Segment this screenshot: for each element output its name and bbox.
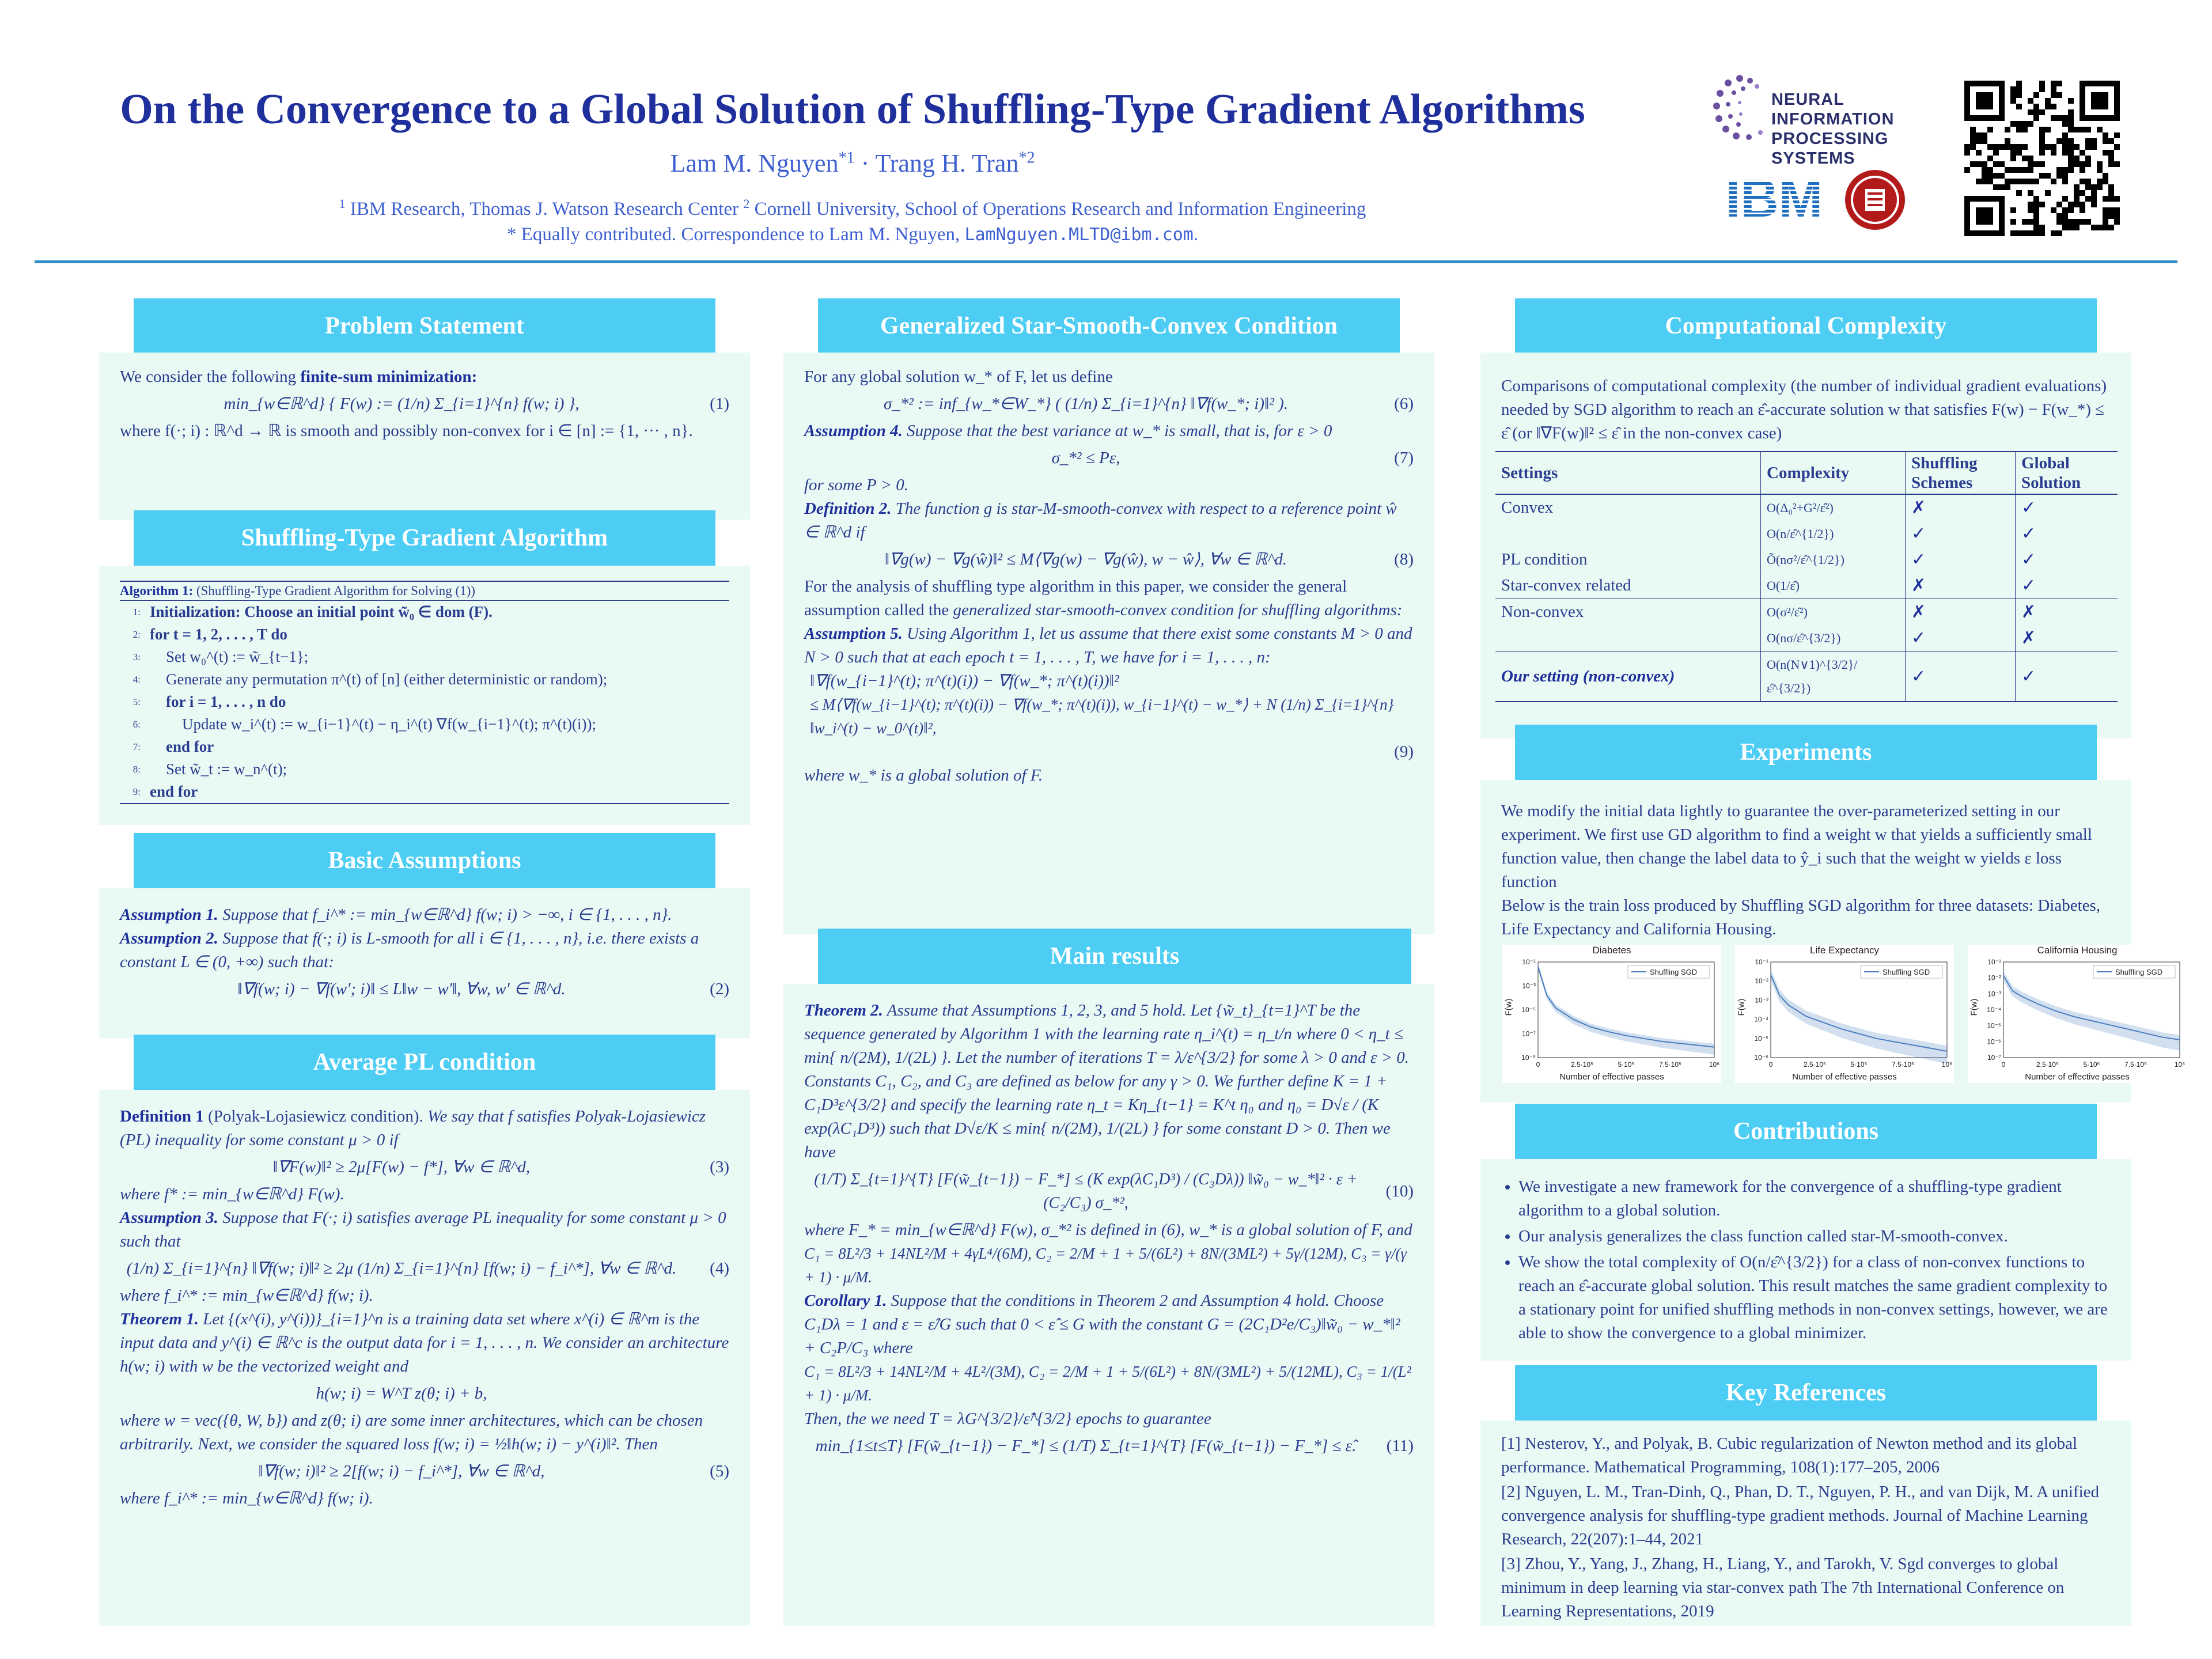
definition-1-text: We say that f satisfies Polyak-Lojasiewicz (PL) inequality for some constant μ > 0 if xyxy=(120,1107,706,1149)
theorem-1-label: Theorem 1. xyxy=(120,1310,199,1328)
complexity-cell-setting: Star-convex related xyxy=(1495,573,1761,599)
y-tick-label: 10⁻⁶ xyxy=(1987,1037,2001,1046)
x-tick-label: 2.5·10⁵ xyxy=(1571,1060,1593,1069)
assumption-3-text: Suppose that F(·; i) satisfies average PL inequality for some constant μ > 0 such that xyxy=(120,1209,726,1251)
correspondence-note: * Equally contributed. Correspondence to Lam M. Nguyen, xyxy=(506,224,965,245)
definition-2-label: Definition 2. xyxy=(804,499,892,518)
complexity-cell-setting: PL condition xyxy=(1495,547,1761,573)
x-tick-label: 7.5·10⁵ xyxy=(1659,1060,1681,1069)
problem-statement-heading: Problem Statement xyxy=(134,298,715,354)
theorem-1-text: Let {(x^(i), y^(i))}_{i=1}^n is a training data set where x^(i) ∈ ℝ^m is the input data and y^(i) ∈ ℝ^c is the output data for i = 1, . . . , n. We consider an architecture h(w; i) with w be the vectorized weight and xyxy=(120,1310,729,1376)
complexity-row xyxy=(1495,652,2118,702)
x-tick-label: 5·10⁵ xyxy=(1618,1060,1635,1069)
gssc-panel xyxy=(783,353,1434,934)
problem-statement-panel xyxy=(99,353,750,520)
neurips-swirl-icon xyxy=(1705,61,1774,165)
author-list xyxy=(0,149,1705,178)
experiments-paragraph-2: Below is the train loss produced by Shuffling SGD algorithm for three datasets: Diabetes, Life Expectancy and California Housing. xyxy=(1501,896,2101,938)
author-separator: · xyxy=(854,149,876,177)
author-2-sup: *2 xyxy=(1018,149,1035,167)
x-tick-label: 5·10⁵ xyxy=(1850,1060,1868,1069)
contributions-panel xyxy=(1480,1159,2131,1361)
algorithm-panel xyxy=(99,566,750,825)
algorithm-line xyxy=(120,758,729,781)
header-divider xyxy=(35,260,2177,263)
x-tick-label: 10⁶ xyxy=(2174,1060,2186,1069)
equation-1-number: (1) xyxy=(710,395,729,413)
equation-2-number: (2) xyxy=(710,980,729,998)
complexity-cell-setting: Convex xyxy=(1495,494,1761,521)
x-tick-label: 7.5·10⁵ xyxy=(1892,1060,1914,1069)
constants-theorem-2: C₁ = 8L²/3 + 14NL²/M + 4γL⁴/(6M), C₂ = 2/M + 1 + 5/(6L²) + 8N/(3ML²) + 5γ/(12M), C₃ = γ/(γ + 1) · μ/M. xyxy=(804,1245,1407,1286)
algorithm-line-text: for i = 1, . . . , n do xyxy=(166,693,286,710)
neurips-line-1: NEURAL INFORMATION xyxy=(1771,90,1895,128)
complexity-cell-shuffling: ✗ xyxy=(1906,494,2016,521)
complexity-cell-setting xyxy=(1495,625,1761,652)
reference-item: [3] Zhou, Y., Yang, J., Zhang, H., Liang, Y., and Tarokh, V. Sgd converges to global minimum in deep learning via star-convex path The 7th International Conference on Learning Representations, 2019 xyxy=(1501,1555,2065,1620)
reference-item: [2] Nguyen, L. M., Tran-Dinh, Q., Phan, D. T., Nguyen, P. H., and van Dijk, M. A unified convergence analysis for shuffling-type gradient methods. Journal of Machine Learning Research, 22(207):1–44, 2021 xyxy=(1501,1483,2100,1548)
x-tick-label: 2.5·10⁵ xyxy=(2036,1060,2059,1069)
complexity-cell-shuffling: ✓ xyxy=(1906,625,2016,652)
assumption-4-label: Assumption 4. xyxy=(804,422,903,440)
contributions-heading: Contributions xyxy=(1515,1104,2097,1159)
y-tick-label: 10⁻⁵ xyxy=(1754,1034,1768,1043)
y-tick-label: 10⁻³ xyxy=(1522,982,1536,990)
algorithm-caption-text: (Shuffling-Type Gradient Algorithm for Solving (1)) xyxy=(193,584,475,598)
y-tick-label: 10⁻⁴ xyxy=(1987,1006,2001,1014)
algorithm-line xyxy=(120,668,729,691)
equation-7-number: (7) xyxy=(1394,449,1414,467)
gssc-heading: Generalized Star-Smooth-Convex Condition xyxy=(818,298,1400,354)
reference-item: [1] Nesterov, Y., and Polyak, B. Cubic regularization of Newton method and its global performance. Mathematical Programming, 108(1):177–205, 2006 xyxy=(1501,1434,2078,1476)
equation-2: ‖∇f(w; i) − ∇f(w′; i)‖ ≤ L‖w − w′‖, ∀w, w′ ∈ ℝ^d. xyxy=(237,980,566,998)
y-tick-label: 10⁻¹ xyxy=(1522,958,1536,966)
algorithm-line xyxy=(120,691,729,713)
author-2: Trang H. Tran xyxy=(875,149,1019,177)
contribution-item: • We show the total complexity of O(n/ε̂^{3/2}) for a class of non-convex functions to reach an ε̂-accurate global solution. This result matches the same gradient complexity to a stationary point for unified shuffling methods in non-convex settings, however, we are able to show the convergence to a global minimizer. xyxy=(1518,1251,2111,1345)
algorithm-line-text: Set w̃_t := w_n^(t); xyxy=(166,760,287,778)
y-tick-label: 10⁻⁷ xyxy=(1987,1054,2001,1062)
complexity-cell-shuffling: ✓ xyxy=(1906,547,2016,573)
complexity-cell-complexity: O(nσ/ε̂^{3/2}) xyxy=(1761,625,1906,652)
cornell-seal xyxy=(1843,168,1907,232)
equation-3-number: (3) xyxy=(710,1158,729,1176)
x-tick-label: 5·10⁵ xyxy=(2083,1060,2100,1069)
ibm-logo xyxy=(1717,173,1832,221)
complexity-cell-setting xyxy=(1495,521,1761,547)
legend-label: Shuffling SGD xyxy=(1650,968,1698,976)
col-shuffling: Shuffling Schemes xyxy=(1906,452,2016,494)
theorem-2-text: Assume that Assumptions 1, 2, 3, and 5 hold. Let {w̃_t}_{t=1}^T be the sequence generated by Algorithm 1 with the learning rate η_i^(t) = η_t/n where 0 < η_t ≤ min{ n/(2M), 1/(2L) }. Let the number of iterations T = λ/ε^{3/2} for some λ > 0 and ε > 0. Constants C₁, C₂, and C₃ are defined as below for any γ > 0. We further define K = 1 + C₁D³ε^{3/2} and specify the learning rate η_t = Kη_{t−1} = K^t η₀ and η₀ = D√ε / (K exp(λC₁D³)) such that D√ε/K ≤ min{ n/(2M), 1/(2L) } for some constant D > 0. Then we have xyxy=(804,1001,1410,1161)
loss-chart xyxy=(1735,945,1954,1083)
algorithm-line xyxy=(120,713,729,736)
complexity-cell-shuffling: ✓ xyxy=(1906,652,2016,702)
x-tick-label: 0 xyxy=(1768,1060,1773,1069)
author-1: Lam M. Nguyen xyxy=(670,149,839,177)
complexity-cell-global: ✓ xyxy=(2021,666,2036,686)
corollary-1-text: Suppose that the conditions in Theorem 2 and Assumption 4 hold. Choose C₁Dλ = 1 and ε = ε̂/G such that 0 < ε̂ ≤ G with the constant G = (2C₁D²e/C₃)‖w̃₀ − w_*‖² + C₂P/C₃ where xyxy=(804,1291,1400,1357)
col-complexity: Complexity xyxy=(1761,452,1906,494)
x-tick-label: 2.5·10⁵ xyxy=(1804,1060,1826,1069)
assumption-4-text: Suppose that the best variance at w_* is small, that is, for ε > 0 xyxy=(902,422,1332,440)
equation-10-number: (10) xyxy=(1385,1181,1414,1200)
constants-corollary-1: C₁ = 8L²/3 + 14NL²/M + 4L²/(3M), C₂ = 2/M + 1 + 5/(6L²) + 8N/(3ML²) + 5/(12ML), C₃ = 1/(L² + 1) · μ/M. xyxy=(804,1363,1411,1404)
affil-mark-2: 2 xyxy=(743,196,750,211)
y-tick-label: 10⁻¹ xyxy=(1987,958,2001,966)
algorithm-line xyxy=(120,736,729,758)
contributions-list xyxy=(1501,1175,2111,1345)
complexity-cell-global: ✓ xyxy=(2021,524,2036,543)
problem-intro-bold: finite-sum minimization: xyxy=(300,368,478,386)
equation-3: ‖∇F(w)‖² ≥ 2μ[F(w) − f*], ∀w ∈ ℝ^d, xyxy=(272,1158,531,1176)
assumption-1-label: Assumption 1. xyxy=(120,906,218,924)
equation-4: (1/n) Σ_{i=1}^{n} ‖∇f(w; i)‖² ≥ 2μ (1/n) Σ_{i=1}^{n} [f(w; i) − f_i^*], ∀w ∈ ℝ^d. xyxy=(126,1259,677,1278)
x-axis-label: Number of effective passes xyxy=(2025,1072,2130,1082)
y-axis-label: F(w) xyxy=(1503,998,1514,1016)
algorithm-line-number: 3: xyxy=(132,652,141,662)
complexity-table-body xyxy=(1495,494,2118,702)
assumption-3-label: Assumption 3. xyxy=(120,1209,218,1227)
average-pl-heading: Average PL condition xyxy=(134,1035,715,1090)
complexity-cell-global: ✗ xyxy=(2021,628,2036,647)
loss-chart-svg xyxy=(1735,945,1954,1083)
equation-4-number: (4) xyxy=(710,1259,729,1278)
gssc-intro: For any global solution w_* of F, let us define xyxy=(804,368,1113,386)
complexity-cell-complexity: O(n/ε̂^{1/2}) xyxy=(1761,521,1906,547)
x-tick-label: 7.5·10⁵ xyxy=(2124,1060,2147,1069)
algorithm-line-text: for t = 1, 2, . . . , T do xyxy=(150,626,287,643)
equation-8-number: (8) xyxy=(1394,550,1414,569)
chart-title: Life Expectancy xyxy=(1809,945,1879,956)
y-tick-label: 10⁻⁷ xyxy=(1521,1029,1536,1038)
affil-ibm: IBM Research, Thomas J. Watson Research Center xyxy=(345,199,744,219)
algorithm-line-text: Generate any permutation π^(t) of [n] (either deterministic or random); xyxy=(166,671,608,688)
y-axis-label: F(w) xyxy=(1969,998,1979,1016)
y-tick-label: 10⁻⁵ xyxy=(1521,1006,1536,1014)
algorithm-line xyxy=(120,646,729,668)
equation-9-line-1: ‖∇f(w_{i−1}^(t); π^(t)(i)) − ∇f(w_*; π^(t)(i))‖² xyxy=(810,672,1119,690)
x-tick-label: 10⁶ xyxy=(1709,1060,1720,1069)
affiliations: $^1$ IBM Research, Thomas J. Watson Research Center $^2$ Cornell University, School of Operations Research and Information Engineering * Equally contributed. Correspondence to Lam M. Nguyen, LamNguyen.MLTD@ibm.com. xyxy=(339,196,1366,245)
assumption-5-text: Using Algorithm 1, let us assume that there exist some constants M > 0 and N > 0 such that at each epoch t = 1, . . . , T, we have for i = 1, . . . , n: xyxy=(804,624,1412,666)
equation-1: min_{w∈ℝ^d} { F(w) := (1/n) Σ_{i=1}^{n} f(w; i) }, xyxy=(224,395,579,413)
email-link[interactable]: LamNguyen.MLTD@ibm.com xyxy=(964,225,1194,245)
neurips-logo xyxy=(1705,61,1947,168)
chart-title: California Housing xyxy=(2037,945,2118,956)
algorithm-line xyxy=(120,781,729,803)
col-global: Global Solution xyxy=(2021,454,2081,492)
theorem-2-label: Theorem 2. xyxy=(804,1001,883,1020)
affil-cornell: Cornell University, School of Operations Research and Information Engineering xyxy=(749,199,1366,219)
series-confidence-band xyxy=(1771,969,1947,1063)
complexity-intro: Comparisons of computational complexity (the number of individual gradient evaluations) needed by SGD algorithm to reach an ε̂-accurate solution w that satisfies F(w) − F(w_*) ≤ ε̂ (or ‖∇F(w)‖² ≤ ε̂ in the non-convex case) xyxy=(1501,377,2107,442)
complexity-cell-complexity: O(σ²/ε̂²) xyxy=(1761,599,1906,626)
algorithm-line-number: 4: xyxy=(132,674,141,685)
neurips-line-2: PROCESSING SYSTEMS xyxy=(1771,130,1889,168)
equation-6: σ_*² := inf_{w_*∈W_*} ( (1/n) Σ_{i=1}^{n} ‖∇f(w_*; i)‖² ). xyxy=(883,395,1289,413)
x-axis-label: Number of effective passes xyxy=(1559,1072,1664,1082)
assumption-2-label: Assumption 2. xyxy=(120,929,218,948)
complexity-row xyxy=(1495,599,2118,626)
cornell-seal-graphic xyxy=(1843,168,1907,232)
contribution-item: • Our analysis generalizes the class function called star-M-smooth-convex. xyxy=(1518,1225,2111,1248)
algorithm-heading: Shuffling-Type Gradient Algorithm xyxy=(134,510,715,566)
complexity-cell-global: ✓ xyxy=(2021,550,2036,569)
main-results-panel xyxy=(783,984,1434,1626)
complexity-row xyxy=(1495,547,2118,573)
complexity-cell-global: ✗ xyxy=(2021,603,2036,622)
complexity-cell-shuffling: ✗ xyxy=(1906,599,2016,626)
equation-11: min_{1≤t≤T} [F(w̃_{t−1}) − F_*] ≤ (1/T) Σ_{t=1}^{T} [F(w̃_{t−1}) − F_*] ≤ ε̂. xyxy=(815,1437,1357,1455)
algorithm-line-number: 6: xyxy=(132,719,141,730)
algorithm-caption-label: Algorithm 1: xyxy=(120,584,194,598)
loss-chart xyxy=(1968,945,2187,1083)
computational-complexity-panel xyxy=(1480,353,2131,738)
corollary-1-continued: Then, the we need T = λG^{3/2}/ε̂^{3/2} epochs to guarantee xyxy=(804,1410,1211,1428)
complexity-cell-global: ✓ xyxy=(2021,498,2036,517)
assumption-5-label: Assumption 5. xyxy=(804,624,903,643)
complexity-cell-global: ✓ xyxy=(2021,576,2036,595)
equation-11-number: (11) xyxy=(1386,1437,1414,1455)
complexity-row xyxy=(1495,521,2118,547)
algorithm-line-text: Set w₀^(t) := w̃_{t−1}; xyxy=(166,648,309,665)
key-references-panel xyxy=(1480,1421,2131,1626)
complexity-row xyxy=(1495,573,2118,599)
complexity-cell-complexity: O(Δ₀²+G²/ε̂²) xyxy=(1761,494,1906,521)
assumption-1-text: Suppose that f_i^* := min_{w∈ℝ^d} f(w; i) > −∞, i ∈ {1, . . . , n}. xyxy=(218,906,672,924)
algorithm-line-number: 9: xyxy=(132,786,141,797)
col-settings: Settings xyxy=(1495,452,1761,494)
series-line xyxy=(2003,976,2180,1040)
complexity-cell-complexity: O(n(N∨1)^{3/2}/ε̂^{3/2}) xyxy=(1761,652,1906,702)
qr-code[interactable] xyxy=(1964,81,2120,236)
equation-4-where: where f_i^* := min_{w∈ℝ^d} f(w; i). xyxy=(120,1286,373,1305)
equation-6-number: (6) xyxy=(1394,395,1414,413)
basic-assumptions-panel xyxy=(99,888,750,1038)
y-tick-label: 10⁻⁴ xyxy=(1754,1015,1768,1024)
ibm-logo-mark xyxy=(1717,173,1832,221)
definition-1-label: Definition 1 xyxy=(120,1107,204,1126)
y-tick-label: 10⁻⁵ xyxy=(1987,1021,2001,1030)
neurips-logo-text xyxy=(1771,90,1947,168)
x-tick-label: 10⁶ xyxy=(1941,1060,1953,1069)
y-tick-label: 10⁻⁹ xyxy=(1521,1054,1536,1062)
algorithm-line-text: end for xyxy=(150,783,198,800)
legend-label: Shuffling SGD xyxy=(2115,968,2163,976)
main-results-heading: Main results xyxy=(818,929,1411,984)
gssc-analysis: For the analysis of shuffling type algorithm in this paper, we consider the general assumption called the xyxy=(804,577,1347,619)
complexity-row xyxy=(1495,625,2118,652)
experiments-heading: Experiments xyxy=(1515,725,2097,780)
algorithm-line-number: 8: xyxy=(132,764,141,775)
algorithm-caption xyxy=(120,581,729,601)
y-axis-label: F(w) xyxy=(1736,998,1747,1016)
poster-title: On the Convergence to a Global Solution of Shuffling-Type Gradient Algorithms xyxy=(120,86,1585,133)
loss-chart xyxy=(1502,945,1721,1083)
series-confidence-band xyxy=(2003,971,2180,1050)
equation-10: (1/T) Σ_{t=1}^{T} [F(w̃_{t−1}) − F_*] ≤ (K exp(λC₁D³) / (C₃Dλ)) ‖w̃₀ − w_*‖² · ε + (C₂/C₃) σ_*², xyxy=(814,1171,1358,1212)
average-pl-panel xyxy=(99,1090,750,1626)
problem-intro: We consider the following xyxy=(120,368,301,386)
equation-9-where: where w_* is a global solution of F. xyxy=(804,766,1043,785)
legend-label: Shuffling SGD xyxy=(1883,968,1930,976)
x-axis-label: Number of effective passes xyxy=(1792,1072,1897,1082)
y-tick-label: 10⁻³ xyxy=(1987,990,2001,998)
ibm-logo-text: IBM xyxy=(1725,173,1823,221)
equation-3-where: where f* := min_{w∈ℝ^d} F(w). xyxy=(120,1185,344,1203)
equation-5: ‖∇f(w; i)‖² ≥ 2[f(w; i) − f_i^*], ∀w ∈ ℝ^d, xyxy=(258,1462,545,1480)
affil-mark-1: 1 xyxy=(339,196,346,211)
contribution-item: • We investigate a new framework for the convergence of a shuffling-type gradient algorithm to a global solution. xyxy=(1518,1175,2111,1222)
equation-5-where: where f_i^* := min_{w∈ℝ^d} f(w; i). xyxy=(120,1489,373,1508)
complexity-table xyxy=(1495,451,2118,702)
qr-code-graphic xyxy=(1964,81,2120,236)
equation-7: σ_*² ≤ Pε, xyxy=(1051,449,1120,467)
definition-2-text: The function g is star-M-smooth-convex with respect to a reference point ŵ ∈ ℝ^d if xyxy=(804,499,1397,541)
algorithm-line-number: 1: xyxy=(132,607,141,618)
definition-1-paren: (Polyak-Lojasiewicz condition). xyxy=(203,1107,427,1126)
algorithm-line-text: Initialization: Choose an initial point w̃₀ ∈ dom (F). xyxy=(150,603,493,620)
equation-10-where: where F_* = min_{w∈ℝ^d} F(w), σ_*² is defined in (6), w_* is a global solution of F, and xyxy=(804,1221,1412,1239)
complexity-cell-setting: Our setting (non-convex) xyxy=(1495,652,1761,702)
algorithm-line xyxy=(120,601,729,623)
references-list xyxy=(1501,1432,2111,1623)
complexity-row xyxy=(1495,494,2118,521)
algorithm-line xyxy=(120,623,729,646)
complexity-cell-complexity: O(1/ε̂) xyxy=(1761,573,1906,599)
complexity-cell-setting: Non-convex xyxy=(1495,599,1761,626)
algorithm-line-text: Update w_i^(t) := w_{i−1}^(t) − η_i^(t) ∇f(w_{i−1}^(t); π^(t)(i)); xyxy=(182,715,597,733)
assumption-2-text: Suppose that f(·; i) is L-smooth for all i ∈ {1, . . . , n}, i.e. there exists a constant L ∈ (0, +∞) such that: xyxy=(120,929,699,971)
x-tick-label: 0 xyxy=(2001,1060,2006,1069)
algorithm-line-text: end for xyxy=(166,738,214,755)
y-tick-label: 10⁻⁶ xyxy=(1754,1054,1768,1062)
algorithm-line-number: 2: xyxy=(132,629,141,640)
y-tick-label: 10⁻³ xyxy=(1755,996,1768,1005)
computational-complexity-heading: Computational Complexity xyxy=(1515,298,2097,354)
algorithm-line-number: 5: xyxy=(132,696,141,707)
equation-9-number: (9) xyxy=(1394,743,1414,761)
algorithm-lines xyxy=(120,601,729,804)
equation-5-number: (5) xyxy=(710,1462,729,1480)
complexity-cell-complexity: Õ(nσ²/ε̂^{1/2}) xyxy=(1761,547,1906,573)
corollary-1-label: Corollary 1. xyxy=(804,1291,887,1310)
equation-8: ‖∇g(w) − ∇g(ŵ)‖² ≤ M⟨∇g(w) − ∇g(ŵ), w − ŵ⟩, ∀w ∈ ℝ^d. xyxy=(884,550,1287,569)
algorithm-line-number: 7: xyxy=(132,741,141,752)
experiments-paragraph-1: We modify the initial data lightly to guarantee the over-parameterized setting in our experiment. We first use GD algorithm to find a weight w that yields a sufficiently small function value, then change the label data to ŷ_i such that the weight w yields ε loss function xyxy=(1501,802,2092,891)
y-tick-label: 10⁻² xyxy=(1755,977,1768,986)
loss-chart-svg xyxy=(1968,945,2187,1083)
basic-assumptions-heading: Basic Assumptions xyxy=(134,833,715,888)
equation-9-line-2: ≤ M⟨∇f(w_{i−1}^(t); π^(t)(i)) − ∇f(w_*; π^(t)(i)), w_{i−1}^(t) − w_*⟩ + N (1/n) Σ_{i=1}^{n} ‖w_i^(t) − w_0^(t)‖², xyxy=(810,696,1394,737)
theorem-1-continued: where w = vec({θ, W, b}) and z(θ; i) are some inner architectures, which can be chosen arbitrarily. Next, we consider the squared loss f(w; i) = ½‖h(w; i) − y^(i)‖². Then xyxy=(120,1411,703,1453)
equation-architecture: h(w; i) = W^T z(θ; i) + b, xyxy=(316,1384,487,1403)
complexity-cell-shuffling: ✗ xyxy=(1906,573,2016,599)
gssc-analysis-italic: generalized star-smooth-convex condition for shuffling algorithms: xyxy=(953,601,1403,619)
series-line xyxy=(1538,967,1714,1047)
author-1-sup: *1 xyxy=(838,149,855,167)
x-tick-label: 0 xyxy=(1536,1060,1540,1069)
y-tick-label: 10⁻² xyxy=(1987,974,2001,982)
y-tick-label: 10⁻¹ xyxy=(1755,958,1768,966)
complexity-cell-shuffling: ✓ xyxy=(1906,521,2016,547)
loss-chart-svg xyxy=(1502,945,1721,1083)
equation-7-where: for some P > 0. xyxy=(804,476,908,494)
key-references-heading: Key References xyxy=(1515,1365,2097,1421)
chart-title: Diabetes xyxy=(1592,945,1631,956)
problem-where: where f(·; i) : ℝ^d → ℝ is smooth and possibly non-convex for i ∈ [n] := {1, ··· , n}. xyxy=(120,422,693,440)
